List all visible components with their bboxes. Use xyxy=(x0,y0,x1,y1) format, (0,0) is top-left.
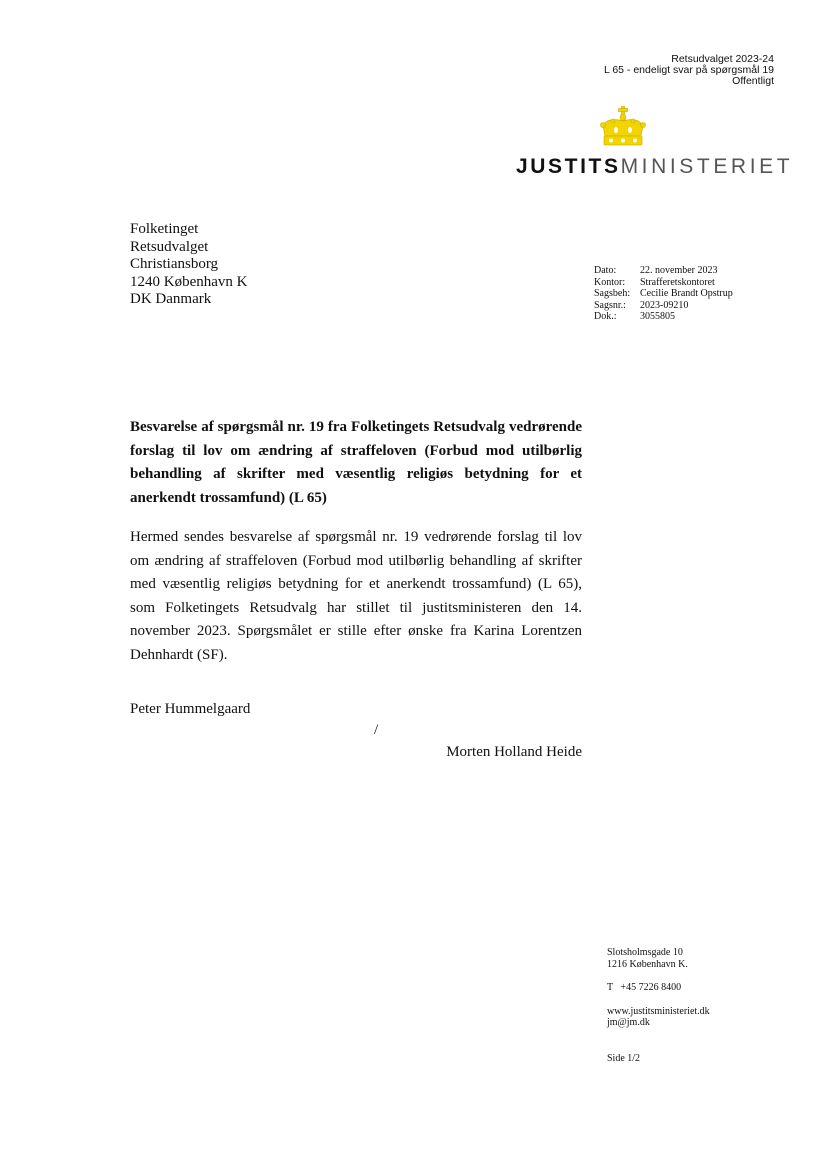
recipient-line: 1240 København K xyxy=(130,273,248,290)
document-reference xyxy=(604,54,774,87)
case-info-row xyxy=(594,300,733,312)
crown-icon xyxy=(598,106,648,150)
logo-text-bold: JUSTITS xyxy=(516,155,621,178)
footer-email-link[interactable]: jm@jm.dk xyxy=(607,1017,650,1028)
recipient-address xyxy=(130,221,247,309)
case-info-label: Kontor: xyxy=(594,276,626,288)
recipient-line: Christiansborg xyxy=(130,256,219,272)
recipient-line: DK Danmark xyxy=(130,291,212,307)
case-info-table xyxy=(594,265,733,323)
reference-line-committee: Retsudvalget 2023-24 xyxy=(671,53,774,65)
case-info-label: Dok.: xyxy=(594,311,617,322)
case-info-label: Sagsbeh: xyxy=(594,288,631,299)
case-info-value: 22. november 2023 xyxy=(640,265,718,276)
page-number: Side 1/2 xyxy=(607,1052,641,1064)
case-info-row xyxy=(594,277,733,289)
footer-address-street: Slotsholmsgade 10 xyxy=(607,947,683,958)
case-info-value: 2023-09210 xyxy=(640,299,689,311)
ministry-logo xyxy=(516,155,793,179)
signature-separator: / xyxy=(374,722,379,738)
case-info-label: Sagsnr.: xyxy=(594,299,626,311)
footer-phone: T +45 7226 8400 xyxy=(607,982,682,993)
signer-minister: Peter Hummelgaard xyxy=(130,701,251,717)
signer-official: Morten Holland Heide xyxy=(446,744,582,760)
recipient-line: Retsudvalget xyxy=(130,238,209,255)
ministry-contact-footer xyxy=(607,947,710,1064)
reference-line-status: Offentligt xyxy=(732,75,774,87)
case-info-value: Strafferetskontoret xyxy=(640,276,715,288)
case-info-row xyxy=(594,311,733,323)
case-info-row xyxy=(594,288,733,300)
case-info-value: 3055805 xyxy=(640,311,675,322)
letter-subject: Besvarelse af spørgsmål nr. 19 fra Folketingets Retsudvalg vedrørende forslag til lov om ændring af straffeloven (Forbud mod utilbørlig behandling af skrifter med væsentlig religiøs betydning for et anerkendt trossamfund) (L 65) xyxy=(130,419,582,506)
footer-address-city: 1216 København K. xyxy=(607,958,688,970)
case-info-value: Cecilie Brandt Opstrup xyxy=(640,288,733,299)
logo-text-light: MINISTERIET xyxy=(620,155,794,178)
footer-website-link[interactable]: www.justitsministeriet.dk xyxy=(607,1005,710,1017)
letter-body: Hermed sendes besvarelse af spørgsmål nr. 19 vedrørende forslag til lov om ændring af straffeloven (Forbud mod utilbørlig behandling af skrifter med væsentlig religiøs betydning for et anerkendt trossamfund) (L 65), som Folketingets Retsudvalg har stillet til justitsministeren den 14. november 2023. Spørgsmålet er stille efter ønske fra Karina Lorentzen Dehnhardt (SF). xyxy=(130,529,582,663)
recipient-line: Folketinget xyxy=(130,221,199,237)
case-info-label: Dato: xyxy=(594,265,617,276)
reference-line-case: L 65 - endeligt svar på spørgsmål 19 xyxy=(603,64,774,76)
case-info-row xyxy=(594,265,733,277)
